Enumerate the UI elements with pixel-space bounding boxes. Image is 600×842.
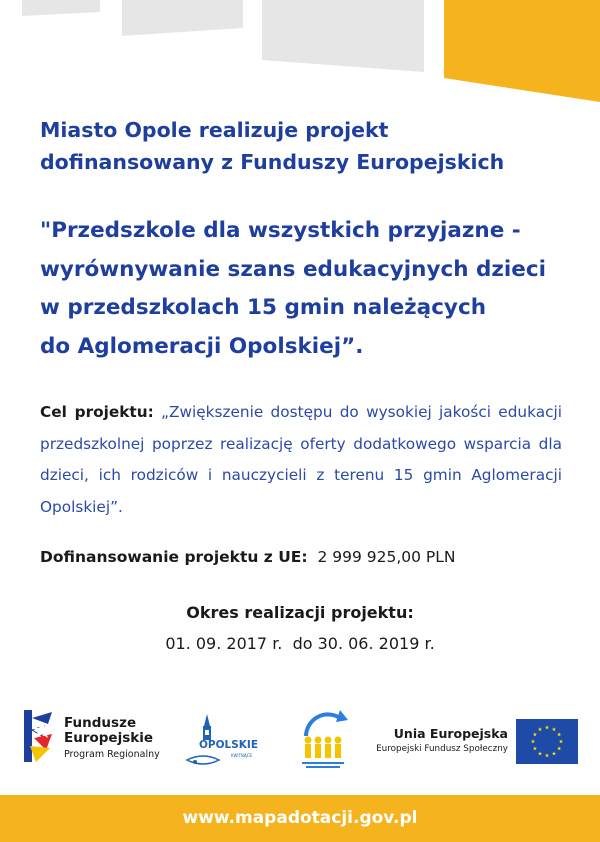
eu-flag-icon — [516, 719, 578, 764]
funding-label: Dofinansowanie projektu z UE: — [40, 548, 308, 566]
project-goal — [40, 397, 562, 523]
funding-amount: 2 999 925,00 PLN — [307, 548, 456, 566]
period-title: Okres realizacji projektu: — [186, 603, 414, 622]
opolskie-logo-text: OPOLSKIE — [199, 739, 259, 751]
ue-line-1: Unia Europejska — [393, 726, 508, 741]
project-name-line-4: do Aglomeracji Opolskiej”. — [40, 333, 364, 359]
deco-gray-stripe-1 — [22, 0, 100, 16]
fundusze-europejskie-logo — [22, 708, 172, 770]
project-name-line-2: wyrównywanie szans edukacyjnych dzieci — [40, 256, 546, 282]
fe-line-1: Fundusze — [64, 715, 137, 731]
project-name — [40, 212, 560, 366]
goal-label: Cel projektu: — [40, 403, 154, 421]
period-dates: 01. 09. 2017 r. do 30. 06. 2019 r. — [165, 634, 435, 653]
opolskie-logo-subtext: KWITNĄCE — [231, 753, 253, 758]
website-link[interactable]: www.mapadotacji.gov.pl — [182, 808, 418, 828]
deco-gray-stripe-3 — [262, 0, 424, 72]
fe-line-3: Program Regionalny — [64, 749, 160, 760]
title-line-2: dofinansowany z Funduszy Europejskich — [40, 150, 505, 174]
top-decoration — [0, 0, 600, 105]
title-line-1: Miasto Opole realizuje projekt — [40, 118, 389, 142]
footer-bar — [0, 795, 600, 842]
aglomeracja-logo — [296, 706, 350, 772]
unia-europejska-label — [368, 726, 508, 756]
deco-orange-stripe — [444, 0, 600, 102]
ue-line-2: Europejski Fundusz Społeczny — [376, 744, 508, 754]
goal-text: „Zwiększenie dostępu do wysokiej jakości edukacji przedszkolnej poprzez realizację oferty dodatkowego wsparcia dla dzieci, ich rodziców i nauczycieli z terenu 15 gmin Aglomeracji Opolskiej”. — [40, 403, 562, 516]
deco-gray-stripe-2 — [122, 0, 243, 36]
funding-info — [40, 548, 456, 566]
opolskie-logo — [183, 712, 283, 772]
project-name-line-3: w przedszkolach 15 gmin należących — [40, 295, 486, 320]
page-title — [40, 114, 560, 178]
project-name-line-1: "Przedszkole dla wszystkich przyjazne - — [40, 218, 521, 243]
fe-line-2: Europejskie — [64, 730, 154, 746]
fe-star-icon — [22, 708, 58, 766]
